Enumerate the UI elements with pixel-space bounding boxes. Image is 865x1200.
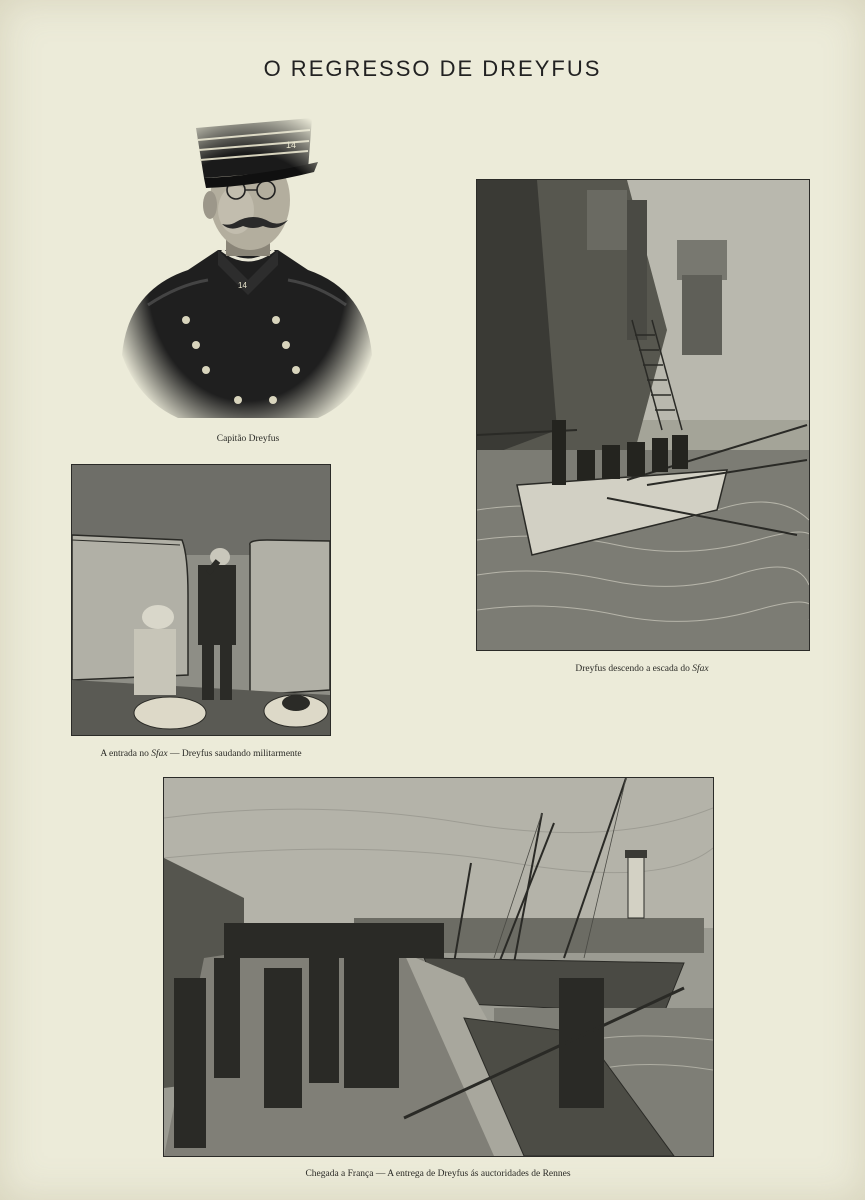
arrival-caption: Chegada a França — A entrega de Dreyfus ás auctoridades de Rennes	[305, 1169, 571, 1179]
ladder-illustration	[476, 179, 810, 651]
page-title: O REGRESSO DE DREYFUS	[263, 56, 602, 81]
ladder-caption-text: Dreyfus descendo a escada do	[575, 664, 693, 674]
arrival-illustration	[163, 777, 714, 1157]
ladder-caption-ship: Sfax	[692, 664, 709, 674]
entrance-caption	[72, 749, 330, 759]
entrance-caption-prefix: A entrada no	[100, 749, 152, 759]
portrait-caption: Capitão Dreyfus	[216, 434, 280, 444]
entrance-caption-suffix: — Dreyfus saudando militarmente	[167, 749, 302, 759]
ladder-caption	[535, 664, 749, 674]
entrance-caption-ship: Sfax	[151, 749, 168, 759]
portrait-illustration	[118, 100, 376, 422]
entrance-illustration	[71, 464, 331, 736]
